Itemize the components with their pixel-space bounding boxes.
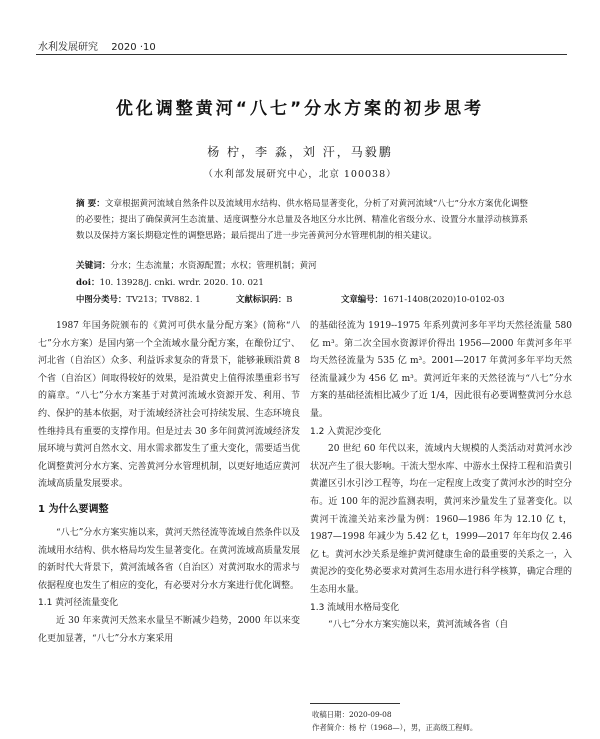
keywords-text: 分水；生态流量；水资源配置；水权；管理机制；黄河 [110,261,317,271]
article-no-value: 1671-1408(2020)10-0102-03 [382,294,505,304]
footnote-rule [310,703,400,704]
doc-code-value: B [286,294,293,304]
section-1-3-paragraph: “八七”分水方案实施以来，黄河流域各省（自 [328,620,509,631]
keywords-label: 关键词： [76,261,111,271]
section-1-paragraph: “八七”分水方案实施以来，黄河天然径流等流域自然条件以及流域用水结构、供水格局均发生显著变化。在黄河流域高质量发展的新时代大背景下，黄河流域各省（自治区）对黄河取水的需求与依据程度也发生了相应的变化，有必要对分水方案进行优化调整。 [38,527,300,591]
doc-code-label: 文献标识码： [236,294,287,304]
author-list: 杨 柠，李 淼，刘 汗，马毅鹏 [207,145,393,159]
header-rule [36,54,567,55]
clc-field [76,293,201,305]
abstract-label: 摘 要： [76,199,105,209]
article-no-label: 文章编号： [341,294,383,304]
running-head [38,38,166,53]
clc-value: TV213；TV882. 1 [126,294,201,304]
abstract-text: 文章根据黄河流域自然条件以及流域用水结构、供水格局显著变化，分析了对黄河流域“八七”分水方案优化调整的必要性；提出了确保黄河生态流量、适度调整分水总量及各地区分水比例、精准化省级分水、设置分水量浮动核算系数以及保持方案长期稳定性的调整思路；最后提出了进一步完善黄河分水管理机制的相关建议。 [76,199,528,241]
paper-title: 优化调整黄河“八七”分水方案的初步思考 [115,99,485,119]
author-bio: 作者简介：杨 柠（1968—），男，正高级工程师。 [312,723,478,732]
keywords-line [76,259,536,271]
section-heading-1-2: 1.2 入黄泥沙变化 [310,426,382,437]
section-heading-1-3: 1.3 流域用水格局变化 [310,602,400,613]
journal-name: 水利发展研究 [38,42,98,53]
article-no-field [341,293,504,305]
left-column [38,318,300,648]
section-1-2-paragraph: 20 世纪 60 年代以来，流域内大规模的人类活动对黄河水沙状况产生了很大影响。干流大型水库、中游水土保持工程和沿黄引黄灌区引水引沙工程等，均在一定程度上改变了黄河水沙的时空分布。近 100 年的泥沙监测表明，黄河来沙量发生了显著变化。以黄河干流潼关站来沙量为例：1960—1986 年为 12.10 亿 t，1987—1998 年减少为 5.42 亿 t，1999—2017 年年均仅 2.46 亿 t。黄河水沙关系是维护黄河健康生命的最重要的关系之一，入黄泥沙的变化势必要求对黄河生态用水进行科学核算，确定合理的生态用水量。 [310,444,572,595]
doi-line [76,276,536,288]
section-heading-1-1: 1.1 黄河径流量变化 [38,598,119,609]
doi-label: doi： [76,278,100,288]
received-date: 收稿日期：2020-09-08 [312,710,392,719]
abstract [76,196,528,244]
doi-text: 10. 13928/j. cnki. wrdr. 2020. 10. 021 [99,278,264,288]
doc-code-field [236,293,292,305]
section-1-1-paragraph: 近 30 年来黄河天然来水量呈不断减少趋势，2000 年以来变化更加显著，“八七”分水方案采用 [38,615,300,644]
continued-paragraph: 的基础径流为 1919--1975 年系列黄河多年平均天然径流量 580 亿 m³。第二次全国水资源评价得出 1956—2000 年黄河多年平均天然径流量为 535 亿 m³。2001—2017 年黄河多年平均天然径流量减少为 456 亿 m³。黄河近年来的天然径流与“八七”分水方案的基础径流相比减少了近 1/4，因此很有必要调整黄河分水总量。 [310,321,572,419]
clc-label: 中图分类号： [76,294,127,304]
right-column [310,318,572,635]
section-heading-1: 1 为什么要调整 [38,503,109,515]
affiliation: （水利部发展研究中心，北京 100038） [203,169,397,180]
intro-paragraph: 1987 年国务院颁布的《黄河可供水量分配方案》(简称“八七”分水方案）是国内第一个全流域水量分配方案，在酿份辽宁、河北省（自治区）众多、利益诉求复杂的背景下，能够兼顾沿黄 8 个省（自治区）间取得较好的效果，是沿黄史上值得浓墨重彩书写的篇章。“八七”分水方案基于对黄河流域水资源开发、利用、节约、保护的基本依据，对于流域经济社会可持续发展、生态环境良性维持具有重要的支撑作用。但是过去 30 多年间黄河流域经济发展环境与黄河自然水文、用水需求都发生了重大变化，需要适当优化调整黄河分水方案、完善黄河分水管理机制，以更好地适应黄河流域高质量发展要求。 [38,321,300,490]
issue-number: 2020 ·10 [111,42,156,53]
